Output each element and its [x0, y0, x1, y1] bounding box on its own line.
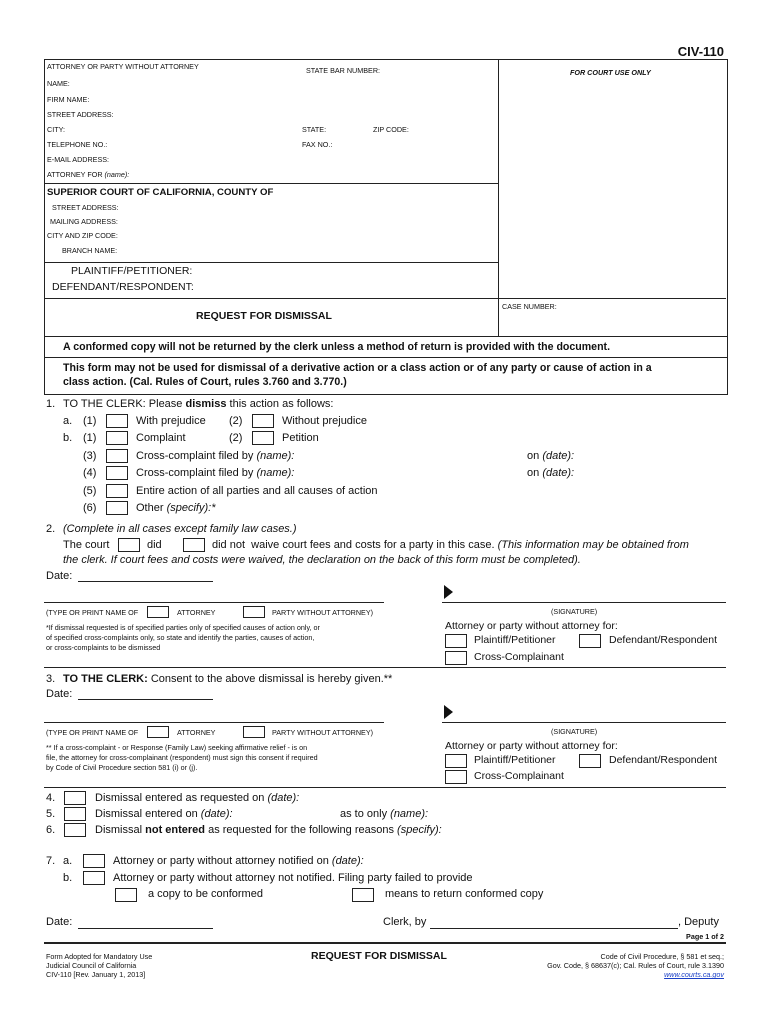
entire-action-checkbox[interactable]	[106, 484, 128, 498]
party-without-attorney-checkbox-1[interactable]	[243, 606, 265, 618]
clerk-by-label: Clerk, by	[383, 916, 427, 928]
cross-complaint-2-date-label: on (date):	[527, 467, 575, 479]
means-return-label: means to return conformed copy	[385, 888, 544, 900]
footnote-1-line3: or cross-complaints to be dismissed	[46, 643, 161, 652]
petition-checkbox[interactable]	[252, 431, 274, 445]
state-label: STATE:	[302, 125, 327, 134]
footnote-2-line2: file, the attorney for cross-complainant (respondent) must sign this consent if required	[46, 753, 318, 762]
footer-code-line2: Gov. Code, § 68637(c); Cal. Rules of Court, rule 3.1390	[547, 961, 724, 970]
petition-label: Petition	[282, 432, 319, 444]
type-print-label-2: (TYPE OR PRINT NAME OF	[46, 728, 139, 737]
print-name-field-2[interactable]	[44, 722, 384, 723]
dismissal-entered-on-checkbox[interactable]	[64, 807, 86, 821]
complaint-checkbox[interactable]	[106, 431, 128, 445]
form-title: REQUEST FOR DISMISSAL	[196, 310, 332, 322]
cross-complaint-1-checkbox[interactable]	[106, 449, 128, 463]
item5-number: 5.	[46, 808, 56, 820]
attorney-label-2: ATTORNEY	[177, 728, 216, 737]
footnote-1-line2: of specified cross-complaints only, so state and identify the parties, causes of action,	[46, 633, 315, 642]
item7-a-letter: a.	[63, 855, 73, 867]
plaintiff-checkbox-1[interactable]	[445, 634, 467, 648]
item1-b3-number: (3)	[83, 450, 97, 462]
case-number-label: CASE NUMBER:	[502, 302, 557, 311]
fee-waiver-note: the clerk. If court fees and costs were waived, the declaration on the back of this form must be completed).	[63, 554, 581, 566]
fee-waiver-text: did not waive court fees and costs for a party in this case. (This information may be obtained from	[212, 539, 689, 551]
fax-label: FAX NO.:	[302, 140, 333, 149]
with-prejudice-checkbox[interactable]	[106, 414, 128, 428]
cross-complaint-1-date-label: on (date):	[527, 450, 575, 462]
street-label: STREET ADDRESS:	[47, 110, 114, 119]
defendant-checkbox-1[interactable]	[579, 634, 601, 648]
city-label: CITY:	[47, 125, 65, 134]
notified-checkbox[interactable]	[83, 854, 105, 868]
footer-code-line1: Code of Civil Procedure, § 581 et seq.;	[600, 952, 724, 961]
telephone-label: TELEPHONE NO.:	[47, 140, 108, 149]
sign-here-arrow-icon	[444, 585, 453, 599]
signature-field-2[interactable]	[442, 722, 726, 723]
means-return-checkbox[interactable]	[352, 888, 374, 902]
clerk-signature-field[interactable]	[430, 928, 678, 929]
item1-b-letter: b.	[63, 432, 73, 444]
without-prejudice-label: Without prejudice	[282, 415, 367, 427]
plaintiff-label: PLAINTIFF/PETITIONER:	[71, 265, 193, 277]
caption-box	[44, 59, 728, 338]
clerk-date-field[interactable]	[78, 928, 213, 929]
item1-a-letter: a.	[63, 415, 73, 427]
entire-action-label: Entire action of all parties and all causes of action	[136, 485, 378, 497]
cross-complainant-checkbox-1[interactable]	[445, 651, 467, 665]
footer-adopted-line3: CIV-110 [Rev. January 1, 2013]	[46, 970, 146, 979]
item1-number: 1.	[46, 398, 56, 410]
clerk-date-label: Date:	[46, 916, 73, 928]
with-prejudice-label: With prejudice	[136, 415, 206, 427]
state-bar-label: STATE BAR NUMBER:	[306, 66, 381, 75]
footnote-1-line1: *If dismissal requested is of specified parties only of specified causes of action only, or	[46, 623, 320, 632]
court-use-label: FOR COURT USE ONLY	[570, 68, 651, 77]
signature-label-2: (SIGNATURE)	[551, 727, 598, 736]
notice-return: A conformed copy will not be returned by the clerk unless a method of return is provided with the document.	[63, 341, 611, 353]
defendant-label-1: Defendant/Respondent	[609, 634, 717, 646]
deputy-label: , Deputy	[678, 916, 719, 928]
footer-adopted-line1: Form Adopted for Mandatory Use	[46, 952, 153, 961]
party-label-2: PARTY WITHOUT ATTORNEY)	[272, 728, 374, 737]
dismissal-entered-on-label: Dismissal entered on (date):	[95, 808, 233, 820]
without-prejudice-checkbox[interactable]	[252, 414, 274, 428]
court-mailing-label: MAILING ADDRESS:	[50, 217, 118, 226]
cross-complaint-2-label: Cross-complaint filed by (name):	[136, 467, 295, 479]
footnote-2-line3: by Code of Civil Procedure section 581 (i) or (j).	[46, 763, 198, 772]
signature-field-1[interactable]	[442, 602, 726, 603]
court-title: SUPERIOR COURT OF CALIFORNIA, COUNTY OF	[47, 187, 274, 198]
email-label: E-MAIL ADDRESS:	[47, 155, 110, 164]
did-not-checkbox[interactable]	[183, 538, 205, 552]
date-label-1: Date:	[46, 570, 73, 582]
item7-number: 7.	[46, 855, 56, 867]
complaint-label: Complaint	[136, 432, 186, 444]
court-label: The court	[63, 539, 110, 551]
attorney-checkbox-1[interactable]	[147, 606, 169, 618]
notice-class-action-2: class action. (Cal. Rules of Court, rules 3.760 and 3.770.)	[63, 376, 347, 388]
did-label: did	[147, 539, 162, 551]
sign-here-arrow-icon	[444, 705, 453, 719]
court-branch-label: BRANCH NAME:	[62, 246, 118, 255]
attorney-for-label: ATTORNEY FOR (name):	[47, 170, 130, 179]
item1-intro: TO THE CLERK: Please dismiss this action as follows:	[63, 398, 334, 410]
court-street-label: STREET ADDRESS:	[52, 203, 119, 212]
date-label-2: Date:	[46, 688, 73, 700]
as-to-only-label: as to only (name):	[340, 808, 429, 820]
item2-number: 2.	[46, 523, 56, 535]
defendant-label-2: Defendant/Respondent	[609, 754, 717, 766]
attorney-for-label-1: Attorney or party without attorney for:	[445, 620, 618, 632]
other-checkbox[interactable]	[106, 501, 128, 515]
defendant-label: DEFENDANT/RESPONDENT:	[52, 281, 194, 293]
signature-label-1: (SIGNATURE)	[551, 607, 598, 616]
cross-complaint-2-checkbox[interactable]	[106, 466, 128, 480]
other-label: Other (specify):*	[136, 502, 216, 514]
item1-b2-number: (2)	[229, 432, 243, 444]
item4-number: 4.	[46, 792, 56, 804]
item6-number: 6.	[46, 824, 56, 836]
copy-conformed-label: a copy to be conformed	[148, 888, 263, 900]
date-field-1[interactable]	[78, 581, 213, 582]
zip-label: ZIP CODE:	[373, 125, 409, 134]
item1-b5-number: (5)	[83, 485, 97, 497]
item3-number: 3.	[46, 673, 56, 685]
attorney-checkbox-2[interactable]	[147, 726, 169, 738]
notice-class-action-1: This form may not be used for dismissal of a derivative action or a class action or of any party or cause of action in a	[63, 362, 652, 374]
cross-complainant-label-2: Cross-Complainant	[474, 770, 564, 782]
party-label-1: PARTY WITHOUT ATTORNEY)	[272, 608, 374, 617]
name-label: NAME:	[47, 79, 70, 88]
item2-intro: (Complete in all cases except family law cases.)	[63, 523, 297, 535]
page-number: Page 1 of 2	[686, 932, 724, 941]
plaintiff-label-1: Plaintiff/Petitioner	[474, 634, 556, 646]
not-notified-checkbox[interactable]	[83, 871, 105, 885]
party-without-attorney-checkbox-2[interactable]	[243, 726, 265, 738]
footnote-2-line1: ** If a cross-complaint - or Response (Family Law) seeking affirmative relief - is on	[46, 743, 308, 752]
attorney-for-label-2: Attorney or party without attorney for:	[445, 740, 618, 752]
cross-complaint-1-label: Cross-complaint filed by (name):	[136, 450, 295, 462]
dismissal-not-entered-checkbox[interactable]	[64, 823, 86, 837]
copy-conformed-checkbox[interactable]	[115, 888, 137, 902]
item1-b1-number: (1)	[83, 432, 97, 444]
attorney-header: ATTORNEY OR PARTY WITHOUT ATTORNEY	[47, 62, 199, 71]
item1-a2-number: (2)	[229, 415, 243, 427]
cross-complainant-checkbox-2[interactable]	[445, 770, 467, 784]
cross-complainant-label-1: Cross-Complainant	[474, 651, 564, 663]
item7-b-letter: b.	[63, 872, 73, 884]
firm-label: FIRM NAME:	[47, 95, 90, 104]
not-notified-label: Attorney or party without attorney not notified. Filing party failed to provide	[113, 872, 473, 884]
form-id: CIV-110	[677, 44, 724, 59]
item1-b6-number: (6)	[83, 502, 97, 514]
courts-website-link[interactable]: www.courts.ca.gov	[664, 970, 724, 979]
item1-a1-number: (1)	[83, 415, 97, 427]
plaintiff-checkbox-2[interactable]	[445, 754, 467, 768]
did-checkbox[interactable]	[118, 538, 140, 552]
footer-adopted-line2: Judicial Council of California	[46, 961, 137, 970]
plaintiff-label-2: Plaintiff/Petitioner	[474, 754, 556, 766]
dismissal-entered-checkbox[interactable]	[64, 791, 86, 805]
dismissal-entered-label: Dismissal entered as requested on (date):	[95, 792, 300, 804]
date-field-2[interactable]	[78, 699, 213, 700]
footer-title: REQUEST FOR DISMISSAL	[311, 950, 447, 962]
type-print-label-1: (TYPE OR PRINT NAME OF	[46, 608, 139, 617]
item3-consent: TO THE CLERK: Consent to the above dismissal is hereby given.**	[63, 673, 393, 685]
item1-b4-number: (4)	[83, 467, 97, 479]
dismissal-not-entered-label: Dismissal not entered as requested for the following reasons (specify):	[95, 824, 442, 836]
defendant-checkbox-2[interactable]	[579, 754, 601, 768]
court-city-label: CITY AND ZIP CODE:	[47, 231, 118, 240]
notified-label: Attorney or party without attorney notified on (date):	[113, 855, 364, 867]
print-name-field-1[interactable]	[44, 602, 384, 603]
attorney-label-1: ATTORNEY	[177, 608, 216, 617]
